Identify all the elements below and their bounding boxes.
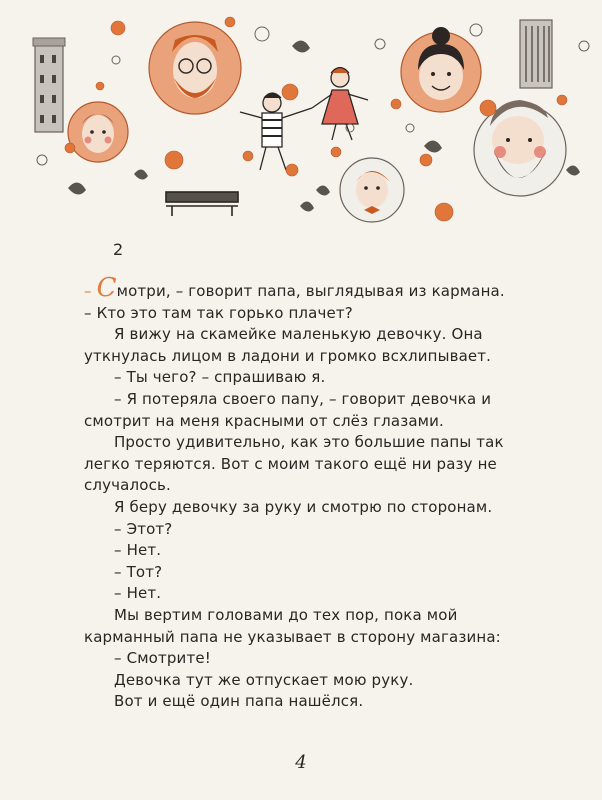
chapter-number: 2 [113, 240, 124, 259]
drop-cap: С [96, 273, 117, 303]
paragraph-10: – Нет. [114, 584, 162, 603]
paragraph-1-text: мотри, – говорит папа, выглядывая из кармана. – Кто это там так горько плачет? [84, 282, 505, 322]
paragraph-8: – Нет. [114, 541, 162, 560]
paragraph-1 [84, 273, 514, 324]
tower-right-drawing [520, 20, 552, 88]
paragraph-14: Вот и ещё один папа нашёлся. [114, 692, 364, 711]
paragraph-4: – Я потеряла своего папу, – говорит девочка и смотрит на меня красными от слёз глазами. [84, 389, 492, 430]
portrait-man-left [68, 102, 128, 162]
paragraph-11: Мы вертим головами до тех пор, пока мой карманный папа не указывает в сторону магазина: [84, 605, 501, 646]
paragraph-7: – Этот? [114, 519, 173, 538]
paragraph-2: Я вижу на скамейке маленькую девочку. Она уткнулась лицом в ладони и громко всхлипывает. [84, 325, 492, 365]
header-illustration [0, 0, 602, 235]
page-number: 4 [295, 752, 307, 773]
portrait-bearded-glasses [149, 22, 241, 114]
story-text [84, 273, 514, 713]
portrait-woman-bun [401, 27, 481, 112]
bench-drawing [166, 192, 238, 216]
portrait-young-man [340, 158, 404, 222]
paragraph-9: – Тот? [114, 562, 163, 581]
paragraph-13: Девочка тут же отпускает мою руку. [114, 670, 414, 689]
children-holding-hands [240, 68, 368, 171]
paragraph-12: – Смотрите! [114, 649, 211, 668]
paragraph-3: – Ты чего? – спрашиваю я. [114, 368, 326, 387]
paragraph-5: Просто удивительно, как это большие папы так легко теряются. Вот с моим такого ещё ни разу не случалось. [84, 433, 504, 495]
dash-accent: – [84, 282, 92, 300]
paragraph-6: Я беру девочку за руку и смотрю по сторонам. [114, 497, 493, 516]
tower-left-drawing [33, 38, 65, 132]
